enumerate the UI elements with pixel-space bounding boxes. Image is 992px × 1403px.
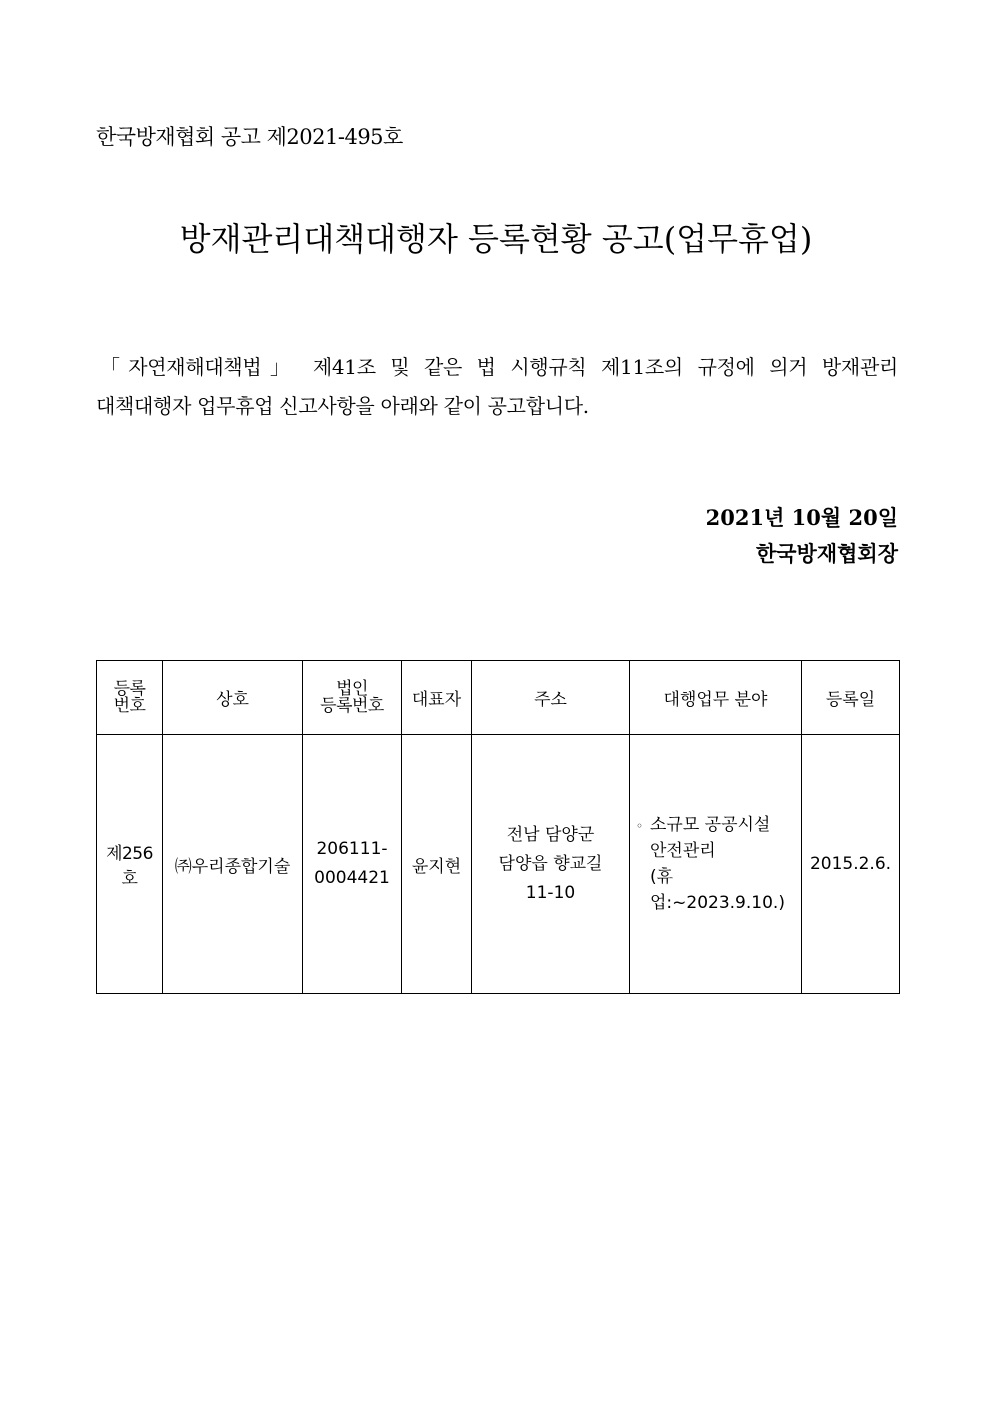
cell-address-line: 담양읍 향교길 [498,853,603,874]
notice-date: 2021년 10월 20일 [705,505,898,530]
field-text [650,812,799,916]
field-item [636,812,799,916]
header-corp-no-line: 법인 [336,678,368,699]
cell-address [472,735,630,994]
cell-corp-no [303,735,402,994]
cell-corp-no-line: 206111- [316,839,388,859]
header-reg-no-line: 번호 [113,695,146,716]
field-line: 소규모 공공시설 [650,815,771,835]
cell-reg-date: 2015.2.6. [802,735,900,994]
notice-body-line: 대책대행자 업무휴업 신고사항을 아래와 같이 공고합니다. [96,394,589,418]
notice-body [96,348,898,426]
header-field: 대행업무 분야 [630,661,802,735]
table-header-row [97,661,900,735]
header-representative: 대표자 [402,661,472,735]
header-corp-no-line: 등록번호 [320,695,384,716]
issuer-name: 한국방재협회장 [755,541,898,566]
header-reg-no-line: 등록 [113,678,146,699]
cell-representative: 윤지현 [402,735,472,994]
document-title: 방재관리대책대행자 등록현황 공고(업무휴업) [179,220,813,258]
cell-corp-no-line: 0004421 [314,868,390,888]
cell-company: ㈜우리종합기술 [163,735,303,994]
notice-number: 한국방재협회 공고 제2021-495호 [96,125,403,149]
cell-field [630,735,802,994]
header-reg-no [97,661,163,735]
cell-address-line: 전남 담양군 [506,824,595,845]
field-line: 안전관리 [650,841,716,861]
registration-table [96,660,900,994]
table-row [97,735,900,994]
header-reg-date: 등록일 [802,661,900,735]
header-address: 주소 [472,661,630,735]
notice-body-line: 「자연재해대책법」 제41조 및 같은 법 시행규칙 제11조의 규정에 의거 방재관리 [100,355,898,379]
header-company: 상호 [163,661,303,735]
field-line: (휴업:~2023.9.10.) [650,867,785,913]
cell-address-line: 11-10 [525,882,576,903]
cell-reg-no: 제256호 [97,735,163,994]
bullet-icon: ◦ [636,819,644,833]
header-corp-no [303,661,402,735]
